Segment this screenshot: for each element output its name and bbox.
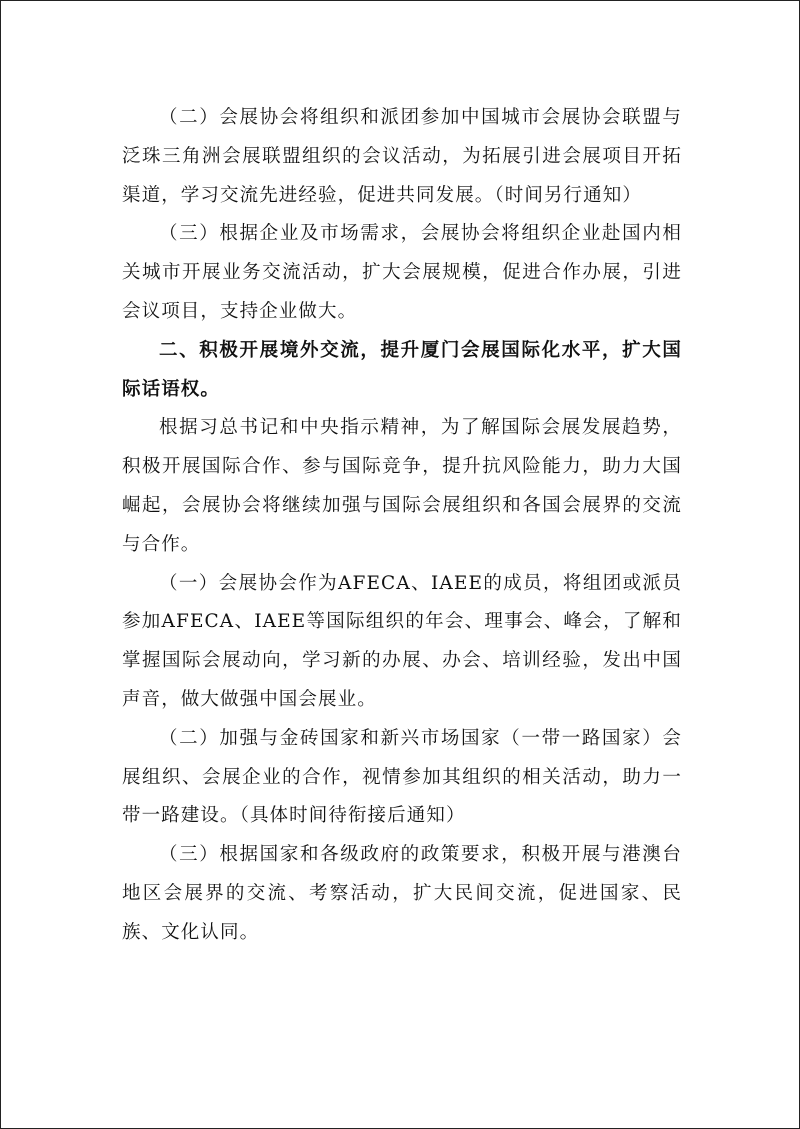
document-body (122, 99, 682, 953)
paragraph-hk-macao-taiwan: （三）根据国家和各级政府的政策要求，积极开展与港澳台地区会展界的交流、考察活动，扩大民间交流，促进国家、民族、文化认同。 (122, 844, 682, 943)
paragraph-afeca-iaee: （一）会展协会作为AFECA、IAEE的成员，将组团或派员参加AFECA、IAEE等国际组织的年会、理事会、峰会，了解和掌握国际会展动向，学习新的办展、办会、培训经验，发出中国声音，做大做强中国会展业。 (122, 572, 682, 710)
paragraph-international-cooperation: 根据习总书记和中央指示精神，为了解国际会展发展趋势，积极开展国际合作、参与国际竞争，提升抗风险能力，助力大国崛起，会展协会将继续加强与国际会展组织和各国会展界的交流与合作。 (122, 417, 682, 555)
paragraph-domestic-exchange: （三）根据企业及市场需求，会展协会将组织企业赴国内相关城市开展业务交流活动，扩大会展规模，促进合作办展，引进会议项目，支持企业做大。 (122, 223, 682, 322)
section-heading-overseas-exchange: 二、积极开展境外交流，提升厦门会展国际化水平，扩大国际话语权。 (122, 339, 682, 400)
paragraph-conference-alliances: （二）会展协会将组织和派团参加中国城市会展协会联盟与泛珠三角洲会展联盟组织的会议活动，为拓展引进会展项目开拓渠道，学习交流先进经验，促进共同发展。（时间另行通知） (122, 107, 682, 206)
paragraph-brics-belt-road: （二）加强与金砖国家和新兴市场国家（一带一路国家）会展组织、会展企业的合作，视情参加其组织的相关活动，助力一带一路建设。（具体时间待衔接后通知） (122, 727, 682, 827)
